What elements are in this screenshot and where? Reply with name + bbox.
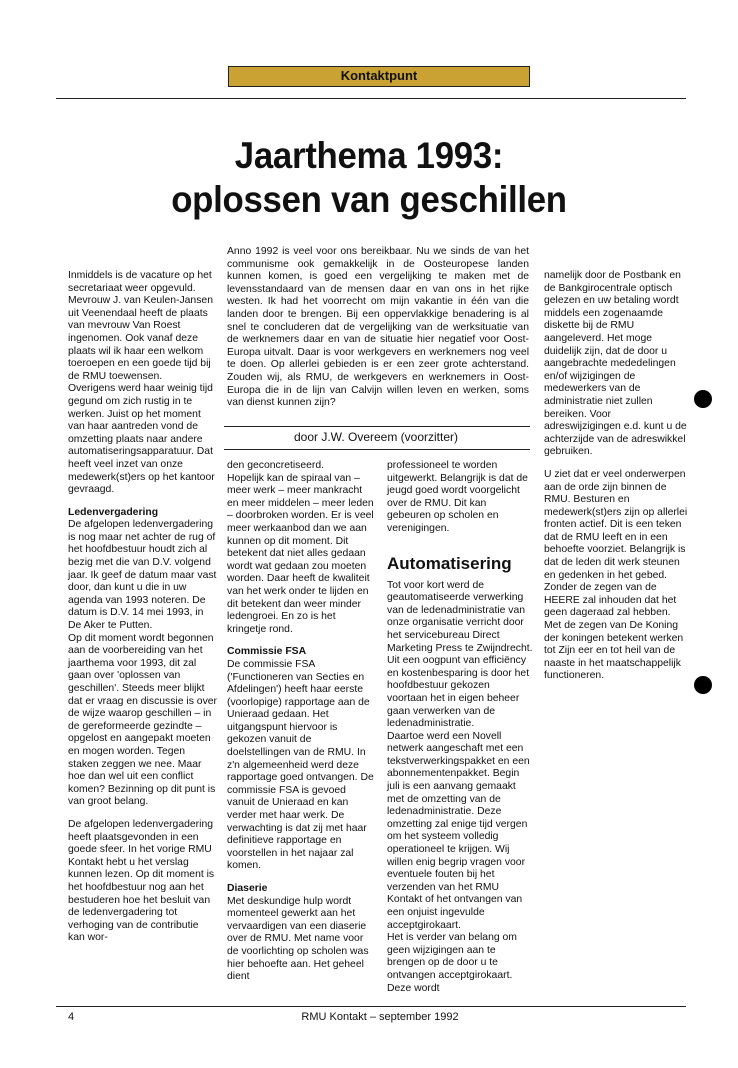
article-title-line1: Jaarthema 1993: <box>234 135 504 176</box>
col3-paragraph-servicebureau: Tot voor kort werd de geautomatiseerde verwerking van de ledenadministratie van onze organisatie verricht door het servicebureau Direct Marketing Press te Zwijndrecht. Uit een oogpunt van efficiëncy en kostenbesparing is door het hoofdbestuur gekozen voortaan het in eigen beheer gaan verwerken van de ledenadministratie. <box>387 579 533 730</box>
col2-paragraph-spiraal: Hopelijk kan de spiraal van – meer werk – meer mankracht en meer middelen – meer leden – doorbroken worden. Er is veel meer werkaanbod dan we aan kunnen op dit moment. Dit betekent dat niet alles gedaan wordt wat gedaan zou moeten worden. Daar heeft de kwaliteit van het werk onder te lijden en dit betekent dan weer minder ledengroei. En zo is het kringetje rond. <box>227 472 374 635</box>
section-label: Kontaktpunt <box>228 66 530 87</box>
col3-paragraph-professioneel: professioneel te worden uitgewerkt. Belangrijk is dat de jeugd goed wordt voorgelicht over de RMU. Dit kan gebeuren op scholen en verenigingen. <box>387 460 528 534</box>
header-rule <box>56 98 686 99</box>
col1-paragraph-jaarthema: Op dit moment wordt begonnen aan de voorbereiding van het jaarthema voor 1993, dit zal gaan over 'oplossen van geschillen'. Steeds meer blijkt dat er vraag en discussie is over de wijze waarop geschillen – in de gereformeerde gezindte – opgelost en aangepakt moeten en mogen worden. Tegen staken zeggen we nee. Maar hoe dan wel uit een conflict komen? Bezinning op dit punt is van groot belang. <box>68 632 218 808</box>
publication-footer: RMU Kontakt – september 1992 <box>301 1011 459 1023</box>
page-number: 4 <box>68 1011 75 1023</box>
author-line: door J.W. Overeem (voorzitter) <box>293 430 459 444</box>
col3-paragraph-novell: Daartoe werd een Novell netwerk aangeschaft met een tekstverwerkingspakket en een abonnementenpakket. Begin juli is een aanvang gemaakt met de omzetting van de ledenadministratie. Deze omzetting zal enige tijd vergen om het systeem volledig operationeel te krijgen. Wij willen enig begrip vragen voor eventuele fouten bij het verzenden van het RMU Kontakt of het ontvangen van een onjuist ingevulde acceptgirokaart. <box>387 730 530 931</box>
col2-paragraph-geconcretiseerd: den geconcretiseerd. <box>227 460 325 471</box>
column-2 <box>227 460 375 984</box>
col1-paragraph-inwerken: Overigens werd haar weinig tijd gegund om zich rustig in te werken. Juist op het moment van haar aantreden vond de omzetting plaats naar andere automatiseringsapparatuur. Dat heeft veel inzet van onze medewerk(st)ers op het kantoor gevraagd. <box>68 383 215 496</box>
heading-automatisering: Automatisering <box>387 553 512 573</box>
col4-paragraph-postbank: namelijk door de Postbank en de Bankgirocentrale optisch gelezen en uw betaling wordt middels een zogenaamde diskette bij de RMU aangeleverd. Het moge duidelijk zijn, dat de door u aangebrachte mededelingen en/of wijzigingen de medewerkers van de administratie niet zullen bereiken. Voor adreswijzigingen e.d. kunt u de achterzijde van de adreswikkel gebruiken. <box>544 270 687 458</box>
column-4 <box>544 270 690 683</box>
col1-paragraph-contributie: De afgelopen ledenvergadering heeft plaatsgevonden in een goede sfeer. In het vorige RMU Kontakt hebt u het verslag kunnen lezen. Op dit moment is het hoofdbestuur nog aan het bestuderen hoe het besluit van de ledenvergadering tot verhoging van de contributie kan wor- <box>68 818 215 944</box>
col4-paragraph-zegen: U ziet dat er veel onderwerpen aan de orde zijn binnen de RMU. Besturen en medewerk(st)ers zijn op allerlei fronten actief. Dit is een teken dat de RMU leeft en in een behoefte voorziet. Belangrijk is dat de leden dit werk steunen en gedenken in het gebed. Zonder de zegen van de HEERE zal inhouden dat het geen dageraad zal hebben. Met de zegen van De Koning der koningen betekent werken tot Zijn eer en tot heil van de naaste in het maatschappelijk functioneren. <box>544 468 688 682</box>
binder-hole-bottom <box>694 676 712 694</box>
column-3 <box>387 460 533 995</box>
footer-rule <box>56 1006 686 1007</box>
author-rule-bottom <box>224 449 530 450</box>
heading-commissie-fsa: Commissie FSA <box>227 646 307 658</box>
col2-paragraph-diaserie: Met deskundige hulp wordt momenteel gewerkt aan het vervaardigen van een diaserie over de RMU. Met name voor de voorlichting op scholen was hier behoefte aan. Het geheel dient <box>227 895 369 983</box>
intro-text: Anno 1992 is veel voor ons bereikbaar. Nu we sinds de van het communisme ook gemakkelijk in de Oosteuropese landen kunnen komen, is goed een vergelijking te maken met de levensstandaard van de mensen daar en van ons in het rijke westen. Ik had het voorrecht om mijn vakantie in één van die landen door te brengen. Bij een oppervlakkige benadering is al snel te concluderen dat de vergelijking van de werksituatie van de werknemers daar en van de situatie hier negatief voor Oost-Europa uitvalt. Daar is voor werkgevers en werknemers nog veel te doen. Op allerlei gebieden is er een zeer grote achterstand. Zouden wij, als RMU, de werkgevers en werknemers in Oost-Europa die in de lijn van Calvijn willen leven en werken, soms van dienst kunnen zijn? <box>227 246 529 409</box>
article-title-line2: oplossen van geschillen <box>171 179 567 220</box>
col2-paragraph-fsa: De commissie FSA ('Functioneren van Secties en Afdelingen') heeft haar eerste (voorlopige) rapportage aan de Unieraad gedaan. Het uitgangspunt hiervoor is gekozen vanuit de doelstellingen van de RMU. In z'n algemeenheid werd deze rapportage goed ontvangen. De commissie FSA is gevoed vanuit de Unieraad en kan verder met haar werk. De verwachting is dat zij met haar definitieve rapportage en voorstellen in het najaar zal komen. <box>227 658 374 872</box>
column-1 <box>68 270 218 945</box>
col1-paragraph-vacature: Inmiddels is de vacature op het secretariaat weer opgevuld. Mevrouw J. van Keulen-Jansen uit Veenendaal heeft de plaats van mevrouw Van Roest ingenomen. Ook vanaf deze plaats wil ik haar een welkom toeroepen en een goede tijd bij de RMU toewensen. <box>68 270 213 382</box>
binder-hole-top <box>694 390 712 408</box>
author-rule-top <box>224 426 530 427</box>
col3-paragraph-acceptgiro: Het is verder van belang om geen wijzigingen aan te brengen op de door u te ontvangen acceptgirokaart. Deze wordt <box>387 932 517 994</box>
intro-paragraph <box>227 246 529 410</box>
col1-paragraph-datum: De afgelopen ledenvergadering is nog maar net achter de rug of het hoofdbestuur houdt zich al bezig met die van D.V. volgend jaar. Ik geef de datum maar vast door, dan kunt u die in uw agenda van 1993 noteren. De datum is D.V. 14 mei 1993, in De Aker te Putten. <box>68 519 217 632</box>
heading-ledenvergadering: Ledenvergadering <box>68 506 159 518</box>
heading-diaserie: Diaserie <box>227 883 268 894</box>
